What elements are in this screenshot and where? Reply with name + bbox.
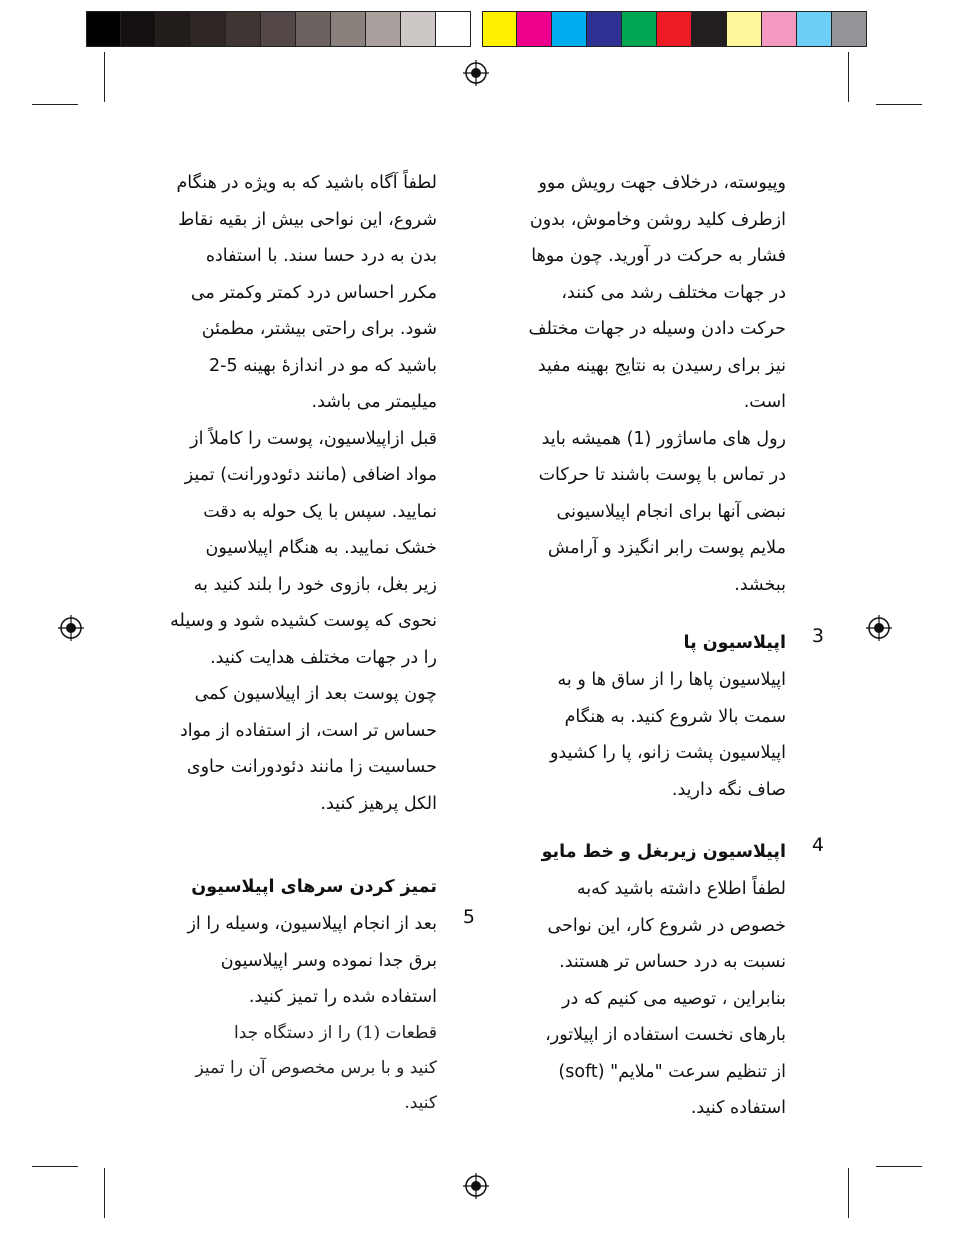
color-swatch bbox=[296, 11, 331, 47]
color-calibration-bar bbox=[482, 11, 867, 47]
crop-mark bbox=[876, 104, 922, 105]
color-swatch bbox=[727, 11, 762, 47]
color-swatch bbox=[261, 11, 296, 47]
color-swatch bbox=[156, 11, 191, 47]
registration-mark-icon bbox=[463, 60, 489, 86]
text-line: مکرر احساس درد کمتر وکمتر می bbox=[190, 282, 437, 303]
text-line: الکل پرهیز کنید. bbox=[320, 793, 437, 814]
crop-mark bbox=[104, 52, 105, 102]
text-line: حساس تر است، از استفاده از مواد bbox=[179, 720, 437, 741]
text-line: کنید و با برس مخصوص آن را تمیز bbox=[195, 1057, 437, 1078]
text-line: بعد از انجام اپیلاسیون، وسیله را از bbox=[187, 914, 437, 934]
underarm-paragraph bbox=[137, 165, 437, 822]
text-line: خشک نمایید. به هنگام اپیلاسیون bbox=[205, 538, 437, 558]
section-title: اپیلاسیون پا bbox=[683, 633, 786, 653]
text-line: فشار به حرکت در آورید. چون موها bbox=[531, 246, 786, 266]
left-column bbox=[137, 165, 475, 1121]
text-line: است. bbox=[743, 392, 786, 412]
color-swatch bbox=[797, 11, 832, 47]
color-swatch bbox=[517, 11, 552, 47]
section-number: 5 bbox=[462, 906, 475, 928]
text-line: چون پوست بعد از اپیلاسیون کمی bbox=[194, 684, 437, 704]
text-line: از تنظیم سرعت "ملایم" (soft) bbox=[558, 1061, 786, 1082]
text-line: اپیلاسیون پشت زانو، پا را کشیدو bbox=[549, 743, 786, 763]
color-swatch bbox=[121, 11, 156, 47]
text-line: صاف نگه دارید. bbox=[671, 779, 786, 800]
text-line: قطعات (1) را از دستگاه جدا bbox=[233, 1022, 437, 1043]
text-line: شروع، این نواحی بیش از بقیه نقاط bbox=[178, 209, 437, 230]
text-line: حساسیت زا مانند دئودورانت حاوی bbox=[186, 757, 437, 777]
section-3 bbox=[486, 625, 824, 808]
section-number: 3 bbox=[811, 625, 824, 647]
color-swatch bbox=[86, 11, 121, 47]
color-swatch bbox=[366, 11, 401, 47]
intro-paragraph bbox=[486, 165, 786, 603]
section-5 bbox=[137, 906, 475, 1121]
text-line: قبل ازاپیلاسیون، پوست را کاملاً از bbox=[190, 428, 437, 449]
text-line: استفاده شده را تمیز کنید. bbox=[248, 987, 437, 1007]
text-line: بدن به درد حسا سند. با استفاده bbox=[205, 246, 437, 266]
registration-mark-icon bbox=[463, 1173, 489, 1199]
section-title: اپیلاسیون زیربغل و خط مایو bbox=[541, 842, 786, 862]
text-line: نبضی آنها برای انجام اپیلاسیونی bbox=[556, 501, 786, 522]
crop-mark bbox=[848, 52, 849, 102]
text-line: در جهات مختلف رشد می کنند، bbox=[561, 282, 786, 303]
text-line: را در جهات مختلف هدایت کنید. bbox=[210, 647, 437, 668]
color-swatch bbox=[692, 11, 727, 47]
color-swatch bbox=[832, 11, 867, 47]
text-line: نمایید. سپس با یک حوله به دقت bbox=[203, 501, 437, 522]
registration-mark-icon bbox=[866, 615, 892, 641]
color-swatch bbox=[587, 11, 622, 47]
color-swatch bbox=[622, 11, 657, 47]
text-line: بارهای نخست استفاده از اپیلاتور، bbox=[545, 1025, 786, 1045]
text-line: وپیوسته، درخلاف جهت رویش موو bbox=[538, 173, 786, 193]
text-line: زیر بغل، بازوی خود را بلند کنید به bbox=[193, 574, 437, 595]
text-line: کنید. bbox=[404, 1092, 437, 1113]
color-swatch bbox=[401, 11, 436, 47]
text-line: نیز برای رسیدن به نتایج بهینه مفید bbox=[537, 355, 786, 376]
text-line: حرکت دادن وسیله در جهات مختلف bbox=[528, 319, 786, 339]
section-4 bbox=[486, 834, 824, 1127]
color-swatch bbox=[482, 11, 517, 47]
text-line: میلیمتر می باشد. bbox=[311, 392, 437, 412]
crop-mark bbox=[104, 1168, 105, 1218]
text-line: لطفاً آگاه باشید که به ویژه در هنگام bbox=[176, 173, 437, 193]
text-line: مواد اضافی (مانند دئودورانت) تمیز bbox=[184, 465, 437, 485]
text-line: در تماس با پوست باشند تا حرکات bbox=[538, 465, 786, 485]
color-swatch bbox=[436, 11, 471, 47]
right-column bbox=[486, 165, 824, 1127]
crop-mark bbox=[876, 1166, 922, 1167]
text-line: ملایم پوست رابر انگیزد و آرامش bbox=[547, 538, 786, 558]
registration-mark-icon bbox=[58, 615, 84, 641]
color-swatch bbox=[657, 11, 692, 47]
text-line: اپیلاسیون پاها را از ساق ها و به bbox=[557, 670, 786, 690]
crop-mark bbox=[848, 1168, 849, 1218]
crop-mark bbox=[32, 1166, 78, 1167]
color-swatch bbox=[191, 11, 226, 47]
color-swatch bbox=[331, 11, 366, 47]
color-swatch bbox=[552, 11, 587, 47]
section-number: 4 bbox=[811, 834, 824, 856]
text-line: سمت بالا شروع کنید. به هنگام bbox=[564, 706, 786, 727]
text-line: استفاده کنید. bbox=[690, 1098, 786, 1118]
text-line: رول های ماساژور (1) همیشه باید bbox=[541, 428, 786, 449]
text-line: شود. برای راحتی بیشتر، مطمئن bbox=[201, 319, 437, 339]
crop-mark bbox=[32, 104, 78, 105]
text-line: بنابراین ، توصیه می کنیم که در bbox=[562, 988, 786, 1009]
color-swatch bbox=[226, 11, 261, 47]
text-line: ازطرف کلید روشن وخاموش، بدون bbox=[529, 209, 786, 230]
text-line: برق جدا نموده وسر اپیلاسیون bbox=[220, 950, 437, 971]
text-line: نسبت به درد حساس تر هستند. bbox=[559, 952, 786, 972]
text-line: نحوی که پوست کشیده شود و وسیله bbox=[170, 611, 437, 631]
text-line: باشید که مو در اندازهٔ بهینه 5-2 bbox=[209, 355, 437, 376]
text-line: خصوص در شروع کار، این نواحی bbox=[547, 915, 786, 936]
text-line: ببخشد. bbox=[734, 574, 786, 595]
cleaning-section-title: تمیز کردن سرهای اپیلاسیون bbox=[191, 877, 437, 897]
gray-calibration-bar bbox=[86, 11, 471, 47]
color-swatch bbox=[762, 11, 797, 47]
text-line: لطفاً اطلاع داشته باشید که‌به bbox=[576, 879, 786, 899]
